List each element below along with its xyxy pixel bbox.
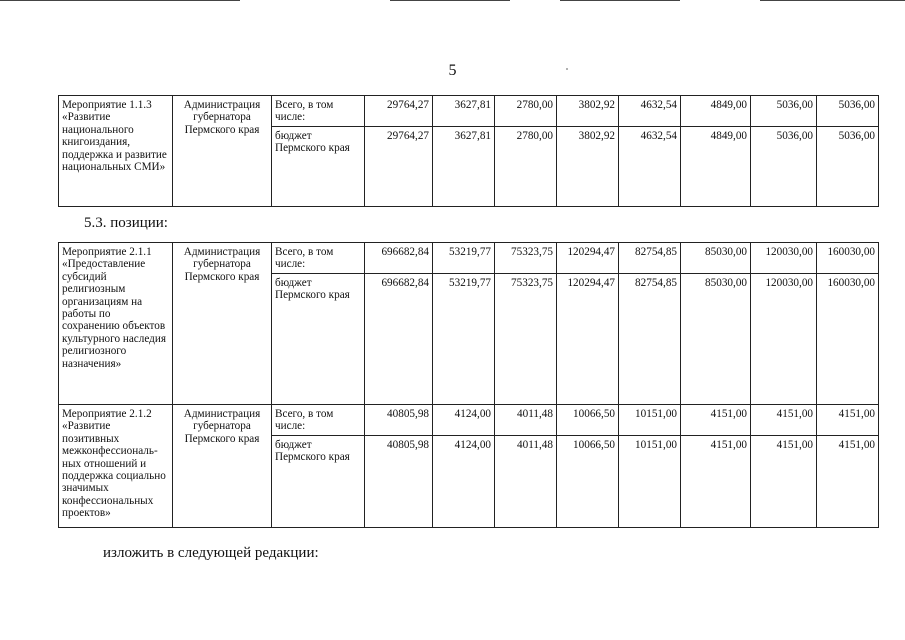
value-cell: 29764,27 — [365, 96, 433, 127]
value-cell: 2780,00 — [495, 96, 557, 127]
value-cell: 4849,00 — [681, 127, 751, 207]
value-cell: 75323,75 — [495, 274, 557, 405]
source-label-cell: бюджет Пермского края — [272, 436, 365, 528]
source-label-cell: Всего, в том числе: — [272, 243, 365, 274]
executor-cell: Администрация губернатора Пермского края — [173, 243, 272, 405]
table-row — [59, 243, 879, 274]
scan-edge-line — [560, 0, 680, 1]
value-cell: 3627,81 — [433, 127, 495, 207]
value-cell: 160030,00 — [817, 243, 879, 274]
value-cell: 4151,00 — [681, 436, 751, 528]
value-cell: 2780,00 — [495, 127, 557, 207]
section-heading: 5.3. позиции: — [84, 215, 168, 231]
value-cell: 10066,50 — [557, 405, 619, 436]
event-cell: Мероприятие 2.1.1 «Предоставление субсидий религиозным организациям на работы по сохранению объектов культурного наследия религиозного назначения» — [59, 243, 173, 405]
source-label-cell: бюджет Пермского края — [272, 127, 365, 207]
scan-edge-line — [0, 0, 240, 1]
value-cell: 120030,00 — [751, 243, 817, 274]
value-cell: 40805,98 — [365, 405, 433, 436]
table-row — [59, 96, 879, 127]
value-cell: 29764,27 — [365, 127, 433, 207]
table-row — [59, 405, 879, 436]
source-label-cell: Всего, в том числе: — [272, 405, 365, 436]
value-cell: 5036,00 — [751, 96, 817, 127]
value-cell: 82754,85 — [619, 243, 681, 274]
value-cell: 10151,00 — [619, 436, 681, 528]
value-cell: 120030,00 — [751, 274, 817, 405]
value-cell: 4151,00 — [681, 405, 751, 436]
value-cell: 3802,92 — [557, 127, 619, 207]
value-cell: 120294,47 — [557, 274, 619, 405]
value-cell: 4151,00 — [817, 436, 879, 528]
value-cell: 4151,00 — [751, 405, 817, 436]
budget-table-2 — [58, 242, 879, 528]
value-cell: 4011,48 — [495, 405, 557, 436]
value-cell: 5036,00 — [817, 96, 879, 127]
value-cell: 85030,00 — [681, 274, 751, 405]
continuation-text: изложить в следующей редакции: — [103, 545, 319, 561]
value-cell: 4849,00 — [681, 96, 751, 127]
value-cell: 5036,00 — [817, 127, 879, 207]
event-cell: Мероприятие 1.1.3 «Развитие национального книгоиздания, поддержка и развитие национальных СМИ» — [59, 96, 173, 207]
value-cell: 160030,00 — [817, 274, 879, 405]
value-cell: 4151,00 — [817, 405, 879, 436]
value-cell: 4632,54 — [619, 127, 681, 207]
event-cell: Мероприятие 2.1.2 «Развитие позитивных межконфессиональ-ных отношений и поддержка социально значимых конфессиональных проектов» — [59, 405, 173, 528]
source-label-cell: Всего, в том числе: — [272, 96, 365, 127]
budget-table-1 — [58, 95, 879, 207]
value-cell: 4011,48 — [495, 436, 557, 528]
scan-speck — [566, 68, 568, 70]
scan-edge-line — [760, 0, 905, 1]
value-cell: 82754,85 — [619, 274, 681, 405]
value-cell: 3802,92 — [557, 96, 619, 127]
value-cell: 4632,54 — [619, 96, 681, 127]
value-cell: 4151,00 — [751, 436, 817, 528]
executor-cell: Администрация губернатора Пермского края — [173, 96, 272, 207]
value-cell: 696682,84 — [365, 243, 433, 274]
value-cell: 4124,00 — [433, 405, 495, 436]
executor-cell: Администрация губернатора Пермского края — [173, 405, 272, 528]
value-cell: 3627,81 — [433, 96, 495, 127]
page-number: 5 — [448, 62, 457, 79]
value-cell: 53219,77 — [433, 243, 495, 274]
value-cell: 53219,77 — [433, 274, 495, 405]
value-cell: 85030,00 — [681, 243, 751, 274]
value-cell: 10151,00 — [619, 405, 681, 436]
value-cell: 10066,50 — [557, 436, 619, 528]
value-cell: 4124,00 — [433, 436, 495, 528]
scan-edge-line — [390, 0, 510, 1]
value-cell: 75323,75 — [495, 243, 557, 274]
value-cell: 696682,84 — [365, 274, 433, 405]
value-cell: 120294,47 — [557, 243, 619, 274]
value-cell: 40805,98 — [365, 436, 433, 528]
value-cell: 5036,00 — [751, 127, 817, 207]
source-label-cell: бюджет Пермского края — [272, 274, 365, 405]
